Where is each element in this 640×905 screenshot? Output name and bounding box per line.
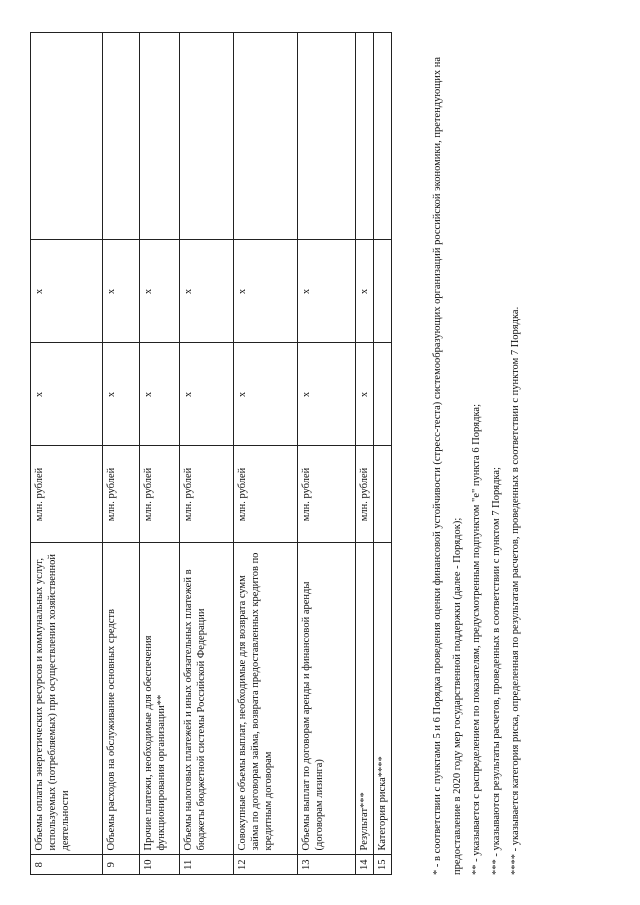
row-number: 14 xyxy=(356,855,374,875)
empty-cell xyxy=(374,33,392,240)
row-number: 12 xyxy=(234,855,298,875)
empty-cell xyxy=(103,33,140,240)
empty-cell xyxy=(356,33,374,240)
table-row xyxy=(103,33,140,875)
empty-cell xyxy=(140,33,180,240)
value-cell: х xyxy=(140,343,180,446)
value-cell xyxy=(374,240,392,343)
table-row xyxy=(234,33,298,875)
row-number: 11 xyxy=(180,855,234,875)
indicator-name: Объемы оплаты энергетических ресурсов и коммунальных услуг, используемых (потребляемых) при осуществлении хозяйственной деятельности xyxy=(31,543,103,855)
unit-cell: млн. рублей xyxy=(140,446,180,543)
table-row xyxy=(298,33,356,875)
stress-test-table xyxy=(30,33,392,876)
table-row xyxy=(356,33,374,875)
table-row xyxy=(180,33,234,875)
footnote: * - в соответствии с пунктами 5 и 6 Порядка проведения оценки финансовой устойчивости (стресс-теста) системообразующих организаций российской экономики, претендующих на предоставление в 2020 году мер государственной поддержки (далее - Порядок); xyxy=(432,56,463,875)
indicator-name: Объемы налоговых платежей и иных обязательных платежей в бюджеты бюджетной системы Российской Федерации xyxy=(180,543,234,855)
unit-cell: млн. рублей xyxy=(298,446,356,543)
indicator-name: Категория риска**** xyxy=(374,543,392,855)
value-cell: х xyxy=(234,240,298,343)
value-cell: х xyxy=(234,343,298,446)
table-row xyxy=(140,33,180,875)
footnotes xyxy=(428,30,526,875)
unit-cell: млн. рублей xyxy=(180,446,234,543)
unit-cell: млн. рублей xyxy=(356,446,374,543)
value-cell: х xyxy=(356,343,374,446)
value-cell: х xyxy=(356,240,374,343)
row-number: 8 xyxy=(31,855,103,875)
indicator-name: Объемы выплат по договорам аренды и финансовой аренды (договорам лизинга) xyxy=(298,543,356,855)
value-cell: х xyxy=(140,240,180,343)
empty-cell xyxy=(31,33,103,240)
value-cell: х xyxy=(298,240,356,343)
indicator-name: Прочие платежи, необходимые для обеспечения функционирования организации** xyxy=(140,543,180,855)
value-cell xyxy=(374,343,392,446)
empty-cell xyxy=(234,33,298,240)
value-cell: х xyxy=(298,343,356,446)
unit-cell xyxy=(374,446,392,543)
footnote: **** - указывается категория риска, определенная по результатам расчетов, проведенных в соответствии с пунктом 7 Порядка. xyxy=(510,306,521,875)
value-cell: х xyxy=(103,343,140,446)
unit-cell: млн. рублей xyxy=(31,446,103,543)
value-cell: х xyxy=(180,240,234,343)
value-cell: х xyxy=(31,240,103,343)
empty-cell xyxy=(298,33,356,240)
value-cell: х xyxy=(180,343,234,446)
table-row xyxy=(374,33,392,875)
footnote: *** - указываются результаты расчетов, проведенных в соответствии с пунктом 7 Порядка; xyxy=(490,467,502,875)
indicator-name: Совокупные объемы выплат, необходимые для возврата сумм займа по договорам займа, возврата предоставленных кредитов по кредитным договорам xyxy=(234,543,298,855)
unit-cell: млн. рублей xyxy=(234,446,298,543)
row-number: 15 xyxy=(374,855,392,875)
indicator-name: Объемы расходов на обслуживание основных средств xyxy=(103,543,140,855)
empty-cell xyxy=(180,33,234,240)
indicator-name: Результат*** xyxy=(356,543,374,855)
value-cell: х xyxy=(103,240,140,343)
value-cell: х xyxy=(31,343,103,446)
row-number: 9 xyxy=(103,855,140,875)
row-number: 10 xyxy=(140,855,180,875)
footnote: ** - указывается с распределением по показателям, предусмотренным подпунктом "е" пункта 6 Порядка; xyxy=(471,404,482,875)
table-row xyxy=(31,33,103,875)
rotated-landscape-content xyxy=(30,30,610,875)
unit-cell: млн. рублей xyxy=(103,446,140,543)
row-number: 13 xyxy=(298,855,356,875)
